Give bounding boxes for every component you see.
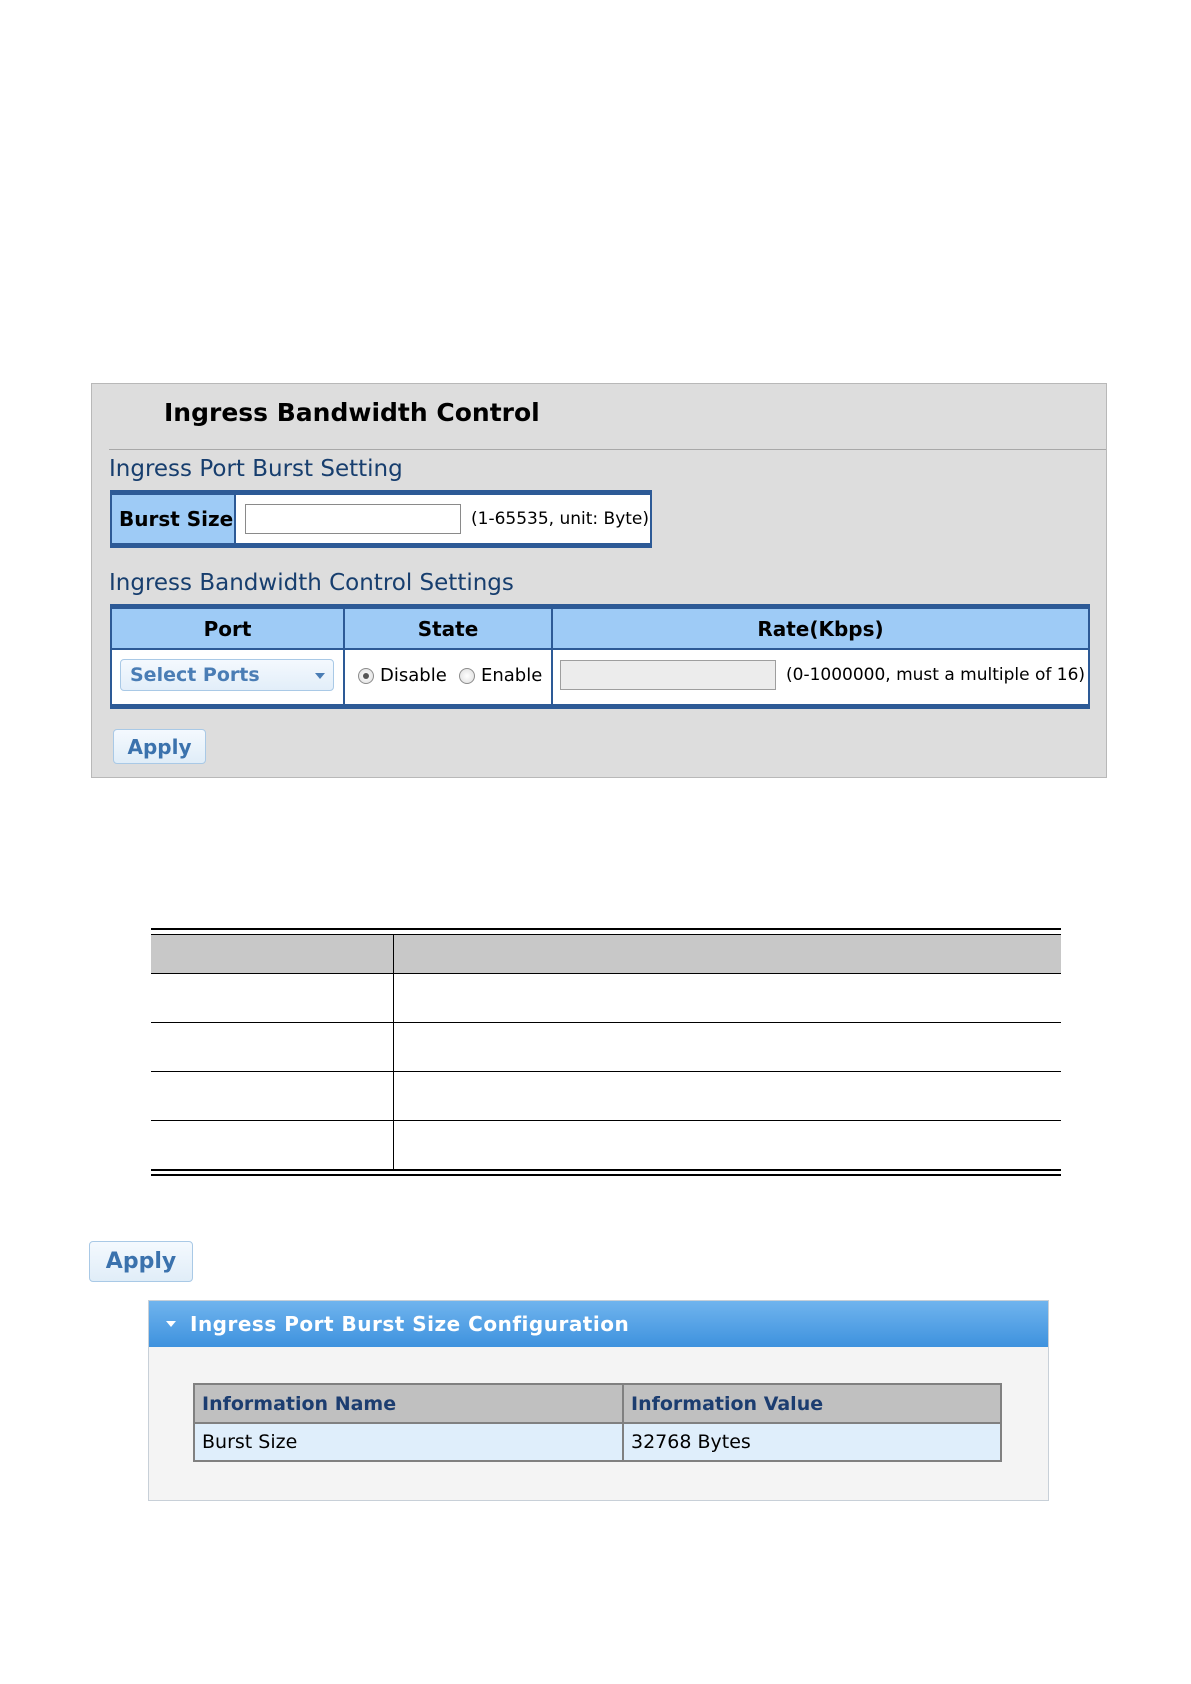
- state-enable-option[interactable]: [459, 665, 542, 686]
- chevron-down-icon: [315, 673, 325, 679]
- select-ports-dropdown[interactable]: [120, 659, 334, 691]
- column-header-value: Information Value: [631, 1392, 824, 1415]
- state-disable-option[interactable]: [358, 665, 447, 686]
- panel-header-title: Ingress Port Burst Size Configuration: [190, 1312, 630, 1336]
- table-row: [151, 1023, 1061, 1072]
- table-row: [151, 1121, 1061, 1169]
- control-section-heading: Ingress Bandwidth Control Settings: [109, 570, 514, 596]
- column-header-rate: Rate(Kbps): [757, 616, 884, 641]
- column-header-state: State: [417, 616, 479, 641]
- ingress-bandwidth-control-panel: [91, 383, 1107, 778]
- panel-title: Ingress Bandwidth Control: [164, 398, 540, 427]
- burst-size-label: Burst Size: [112, 495, 236, 543]
- column-header-port: Port: [203, 616, 252, 641]
- enable-label: Enable: [481, 665, 543, 686]
- info-name-cell: Burst Size: [202, 1431, 298, 1453]
- column-divider: [343, 609, 345, 704]
- panel-header[interactable]: [149, 1301, 1048, 1347]
- table-row: [151, 974, 1061, 1023]
- rate-hint: (0-1000000, must a multiple of 16): [786, 665, 1086, 685]
- bandwidth-control-table: [110, 604, 1090, 709]
- info-value-cell: 32768 Bytes: [631, 1431, 751, 1453]
- apply-button[interactable]: Apply: [113, 729, 206, 764]
- table-row: [151, 1072, 1061, 1121]
- apply-button-sample[interactable]: Apply: [89, 1241, 193, 1282]
- burst-size-hint: (1-65535, unit: Byte): [471, 509, 650, 529]
- disable-label: Disable: [380, 665, 447, 686]
- column-header-name: Information Name: [202, 1392, 397, 1415]
- disable-radio[interactable]: [358, 668, 374, 684]
- burst-section-heading: Ingress Port Burst Setting: [109, 456, 403, 482]
- rate-input[interactable]: [560, 660, 776, 690]
- select-ports-label: Select Ports: [130, 664, 260, 686]
- table-row: [195, 1424, 1000, 1460]
- enable-radio[interactable]: [459, 668, 475, 684]
- table-header: [112, 609, 1088, 650]
- burst-size-table: [110, 490, 652, 548]
- table-header: [151, 935, 1061, 974]
- burst-size-configuration-panel: [148, 1300, 1049, 1501]
- collapse-triangle-icon: [166, 1321, 176, 1327]
- table-header: [195, 1385, 1000, 1424]
- burst-size-input[interactable]: [245, 504, 461, 534]
- column-divider: [551, 609, 553, 704]
- information-table: [193, 1383, 1002, 1462]
- description-table: [151, 928, 1061, 1176]
- column-divider: [622, 1385, 624, 1460]
- title-divider: [109, 449, 1106, 450]
